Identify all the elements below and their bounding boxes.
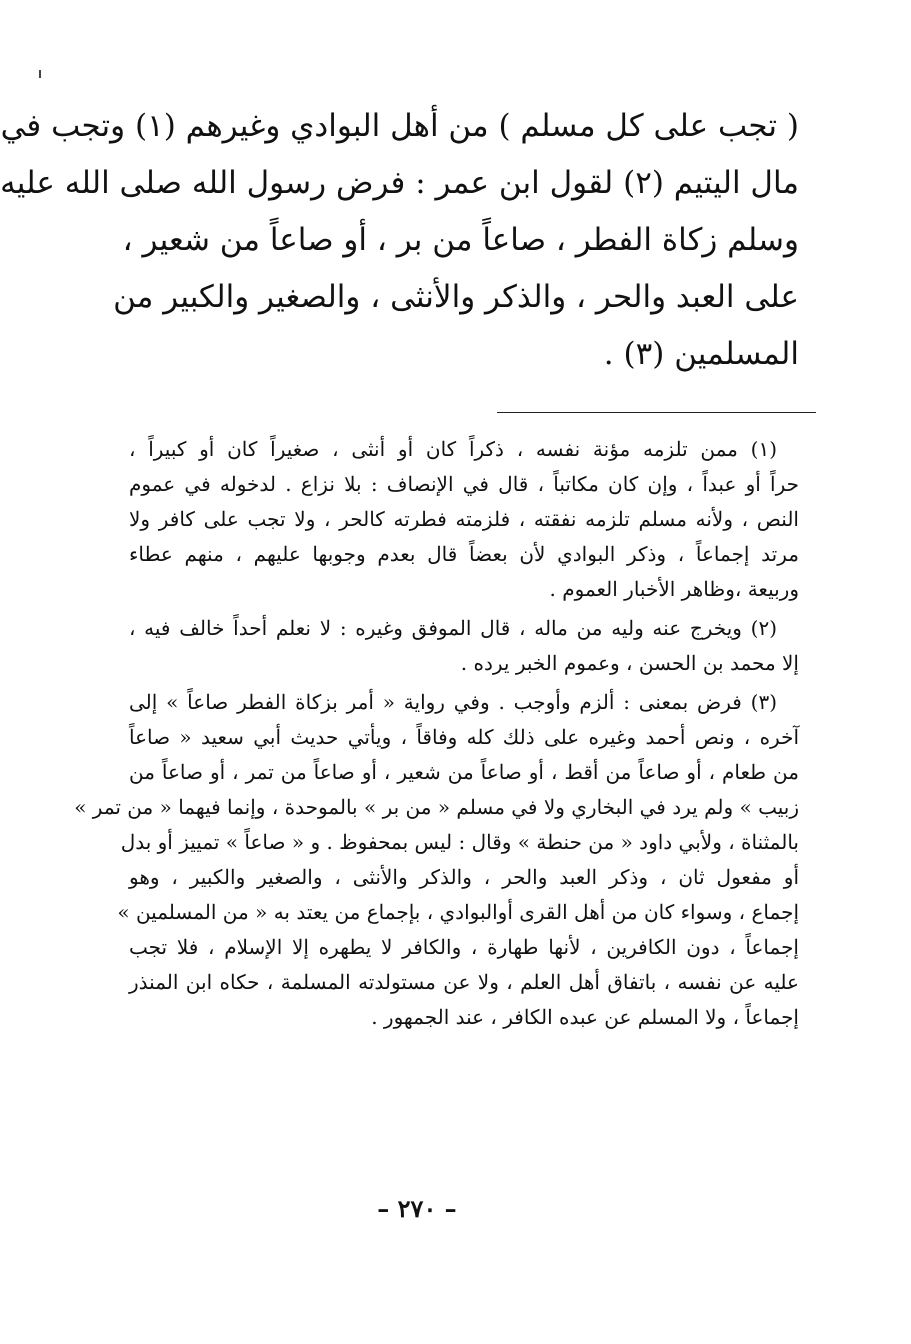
footnote-line: (٣) فرض بمعنى : ألزم وأوجب . وفي رواية « أمر بزكاة الفطر صاعاً » إلى	[129, 690, 777, 714]
footnote-line: إجماعاً ، ولا المسلم عن عبده الكافر ، عند الجمهور .	[371, 1005, 799, 1029]
footnote-line: بالمثناة ، ولأبي داود « من حنطة » وقال : ليس بمحفوظ . و « صاعاً » تمييز أو بدل	[120, 830, 799, 854]
footnote-3	[74, 685, 799, 1035]
page-number: – ٢٧٠ –	[377, 1194, 457, 1223]
footnote-line: من طعام ، أو صاعاً من أقط ، أو صاعاً من شعير ، أو صاعاً من تمر ، أو صاعاً من	[129, 760, 799, 784]
footnote-divider	[497, 412, 816, 413]
footnotes	[74, 432, 799, 1039]
main-text-line: على العبد والحر ، والذكر والأنثى ، والصغير والكبير من	[113, 279, 799, 315]
scan-mark	[39, 70, 41, 78]
footnote-line: وربيعة ،وظاهر الأخبار العموم .	[549, 577, 799, 601]
footnote-line: حراً أو عبداً ، وإن كان مكاتباً ، قال في الإنصاف : بلا نزاع . لدخوله في عموم	[129, 472, 799, 496]
footnote-2	[129, 611, 799, 681]
footnote-line: (٢) ويخرج عنه وليه من ماله ، قال الموفق وغيره : لا نعلم أحداً خالف فيه ،	[129, 616, 777, 640]
footnote-line: (١) ممن تلزمه مؤنة نفسه ، ذكراً كان أو أنثى ، صغيراً كان أو كبيراً ،	[129, 437, 778, 461]
footnote-1	[129, 432, 799, 607]
main-text-line: المسلمين (٣) .	[603, 336, 799, 372]
main-text-line: وسلم زكاة الفطر ، صاعاً من بر ، أو صاعاً من شعير ،	[122, 222, 799, 258]
footnote-line: النص ، ولأنه مسلم تلزمه نفقته ، فلزمته فطرته كالحر ، ولا تجب على كافر ولا	[129, 507, 799, 531]
footnote-line: إلا محمد بن الحسن ، وعموم الخبر يرده .	[460, 651, 799, 675]
footnote-line: إجماعاً ، دون الكافرين ، لأنها طهارة ، والكافر لا يطهره إلا الإسلام ، فلا تجب	[129, 935, 799, 959]
main-text-line: ( تجب على كل مسلم ) من أهل البوادي وغيرهم (١) وتجب في	[0, 108, 799, 144]
footnote-line: زبيب » ولم يرد في البخاري ولا في مسلم « من بر » بالموحدة ، وإنما فيهما « من تمر »	[74, 795, 799, 819]
footnote-line: أو مفعول ثان ، وذكر العبد والحر ، والذكر والأنثى ، والصغير والكبير ، وهو	[129, 865, 799, 889]
footnote-line: مرتد إجماعاً ، وذكر البوادي لأن بعضاً قال بعدم وجوبها عليهم ، منهم عطاء	[129, 542, 799, 566]
footnote-line: عليه عن نفسه ، باتفاق أهل العلم ، ولا عن مستولدته المسلمة ، حكاه ابن المنذر	[129, 970, 799, 994]
footnote-line: إجماع ، وسواء كان من أهل القرى أوالبوادي ، بإجماع من يعتد به « من المسلمين »	[117, 900, 799, 924]
footnote-line: آخره ، ونص أحمد وغيره على ذلك كله وفاقاً ، ويأتي حديث أبي سعيد « صاعاً	[129, 725, 799, 749]
main-text	[0, 98, 799, 383]
main-text-line: مال اليتيم (٢) لقول ابن عمر : فرض رسول الله صلى الله عليه	[0, 165, 799, 201]
